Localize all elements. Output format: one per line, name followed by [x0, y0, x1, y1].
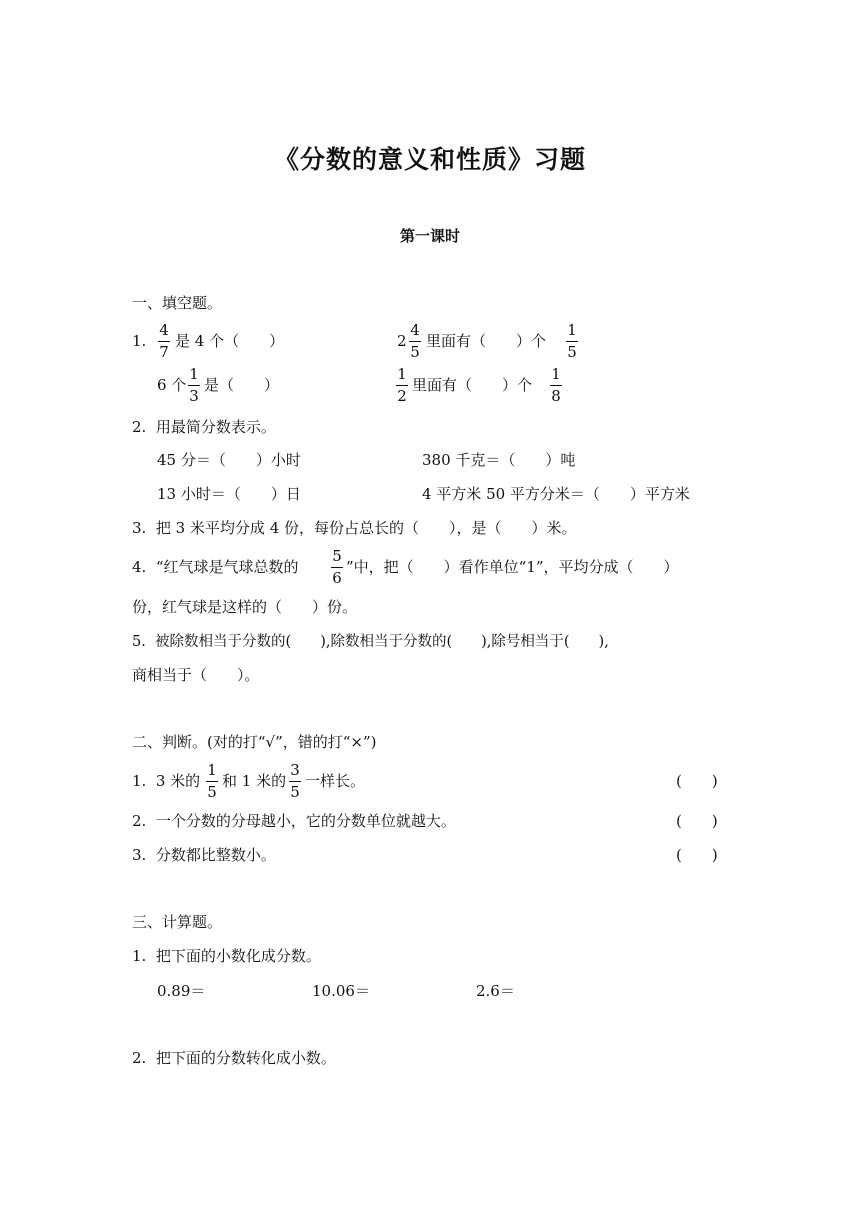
s2-q3: 3. 分数都比整数小。	[132, 846, 276, 864]
page-title: 《分数的意义和性质》习题	[273, 145, 586, 174]
s1-q2: 2. 用最简分数表示。	[132, 418, 276, 436]
s2-q1-fraction-2	[288, 761, 302, 802]
section-1-heading: 一、填空题。	[132, 294, 223, 312]
fraction-denominator: 6	[332, 569, 342, 587]
fraction-numerator: 3	[289, 761, 301, 782]
s1-q4-fraction	[330, 547, 344, 588]
s1-q1a-fraction	[157, 321, 171, 362]
s1-q1b-fraction-2	[565, 321, 579, 362]
s2-q2-answer-paren: ( )	[676, 812, 718, 830]
fraction-numerator: 1	[396, 365, 408, 386]
fraction-denominator: 5	[207, 783, 217, 801]
s1-q1b-text: 里面有（ ）个	[426, 332, 547, 350]
page-subtitle: 第一课时	[399, 227, 460, 245]
fraction-denominator: 5	[410, 343, 420, 361]
s1-q1c-text: 是（ ）	[204, 376, 280, 394]
s2-q3-answer-paren: ( )	[676, 846, 718, 864]
s2-q1-lead: 1. 3 米的	[132, 772, 201, 790]
s1-q1c-fraction	[187, 365, 201, 406]
fraction-numerator: 1	[566, 321, 578, 342]
s3-q1: 1. 把下面的小数化成分数。	[132, 947, 321, 965]
s1-q1d-fraction-2	[549, 365, 563, 406]
fraction-denominator: 2	[397, 387, 407, 405]
fraction-denominator: 5	[290, 783, 300, 801]
fraction-denominator: 7	[159, 343, 169, 361]
fraction-denominator: 5	[567, 343, 577, 361]
s1-q4-tail: ”中，把（ ）看作单位“1”，平均分成（ ）	[346, 558, 679, 576]
section-3-heading: 三、计算题。	[132, 913, 223, 931]
s1-q4-lead: 4. “红气球是气球总数的	[132, 558, 299, 576]
s1-q3: 3. 把 3 米平均分成 4 份，每份占总长的（ ），是（ ）米。	[132, 519, 577, 537]
fraction-numerator: 1	[188, 365, 200, 386]
s1-q1b-fraction	[408, 321, 422, 362]
fraction-numerator: 1	[206, 761, 218, 782]
s2-q1-tail: 一样长。	[305, 772, 366, 790]
fraction-numerator: 5	[331, 547, 343, 568]
fraction-numerator: 4	[409, 321, 421, 342]
fraction-numerator: 1	[550, 365, 562, 386]
s1-q1d-text: 里面有（ ）个	[412, 376, 533, 394]
s1-q1a-text: 是 4 个（ ）	[175, 332, 285, 350]
s3-q2: 2. 把下面的分数转化成小数。	[132, 1049, 336, 1067]
fraction-numerator: 4	[158, 321, 170, 342]
s1-q1d-fraction	[395, 365, 409, 406]
s3-q1c: 2.6＝	[476, 982, 515, 1000]
s1-q1-number: 1.	[132, 332, 147, 350]
s2-q2: 2. 一个分数的分母越小，它的分数单位就越大。	[132, 812, 456, 830]
s1-q1b-whole: 2	[397, 332, 407, 350]
s1-q1c-lead: 6 个	[157, 376, 187, 394]
s1-q2a: 45 分＝（ ）小时	[157, 451, 301, 469]
s2-q1-fraction	[205, 761, 219, 802]
s3-q1a: 0.89＝	[157, 982, 206, 1000]
fraction-denominator: 8	[551, 387, 561, 405]
s1-q4-line2: 份，红气球是这样的（ ）份。	[132, 598, 358, 616]
section-2-heading: 二、判断。(对的打“√”，错的打“×”)	[132, 733, 377, 751]
s1-q2d: 4 平方米 50 平方分米＝（ ）平方米	[422, 485, 690, 503]
s1-q5-line1: 5. 被除数相当于分数的( ),除数相当于分数的( ),除号相当于( ),	[132, 634, 609, 650]
s2-q1-answer-paren: ( )	[676, 772, 718, 790]
s1-q2c: 13 小时＝（ ）日	[157, 485, 301, 503]
s1-q2b: 380 千克＝（ ）吨	[422, 451, 576, 469]
s3-q1b: 10.06＝	[312, 982, 370, 1000]
s2-q1-mid: 和 1 米的	[222, 772, 287, 790]
fraction-denominator: 3	[189, 387, 199, 405]
s1-q5-line2: 商相当于（ ）。	[132, 666, 260, 684]
